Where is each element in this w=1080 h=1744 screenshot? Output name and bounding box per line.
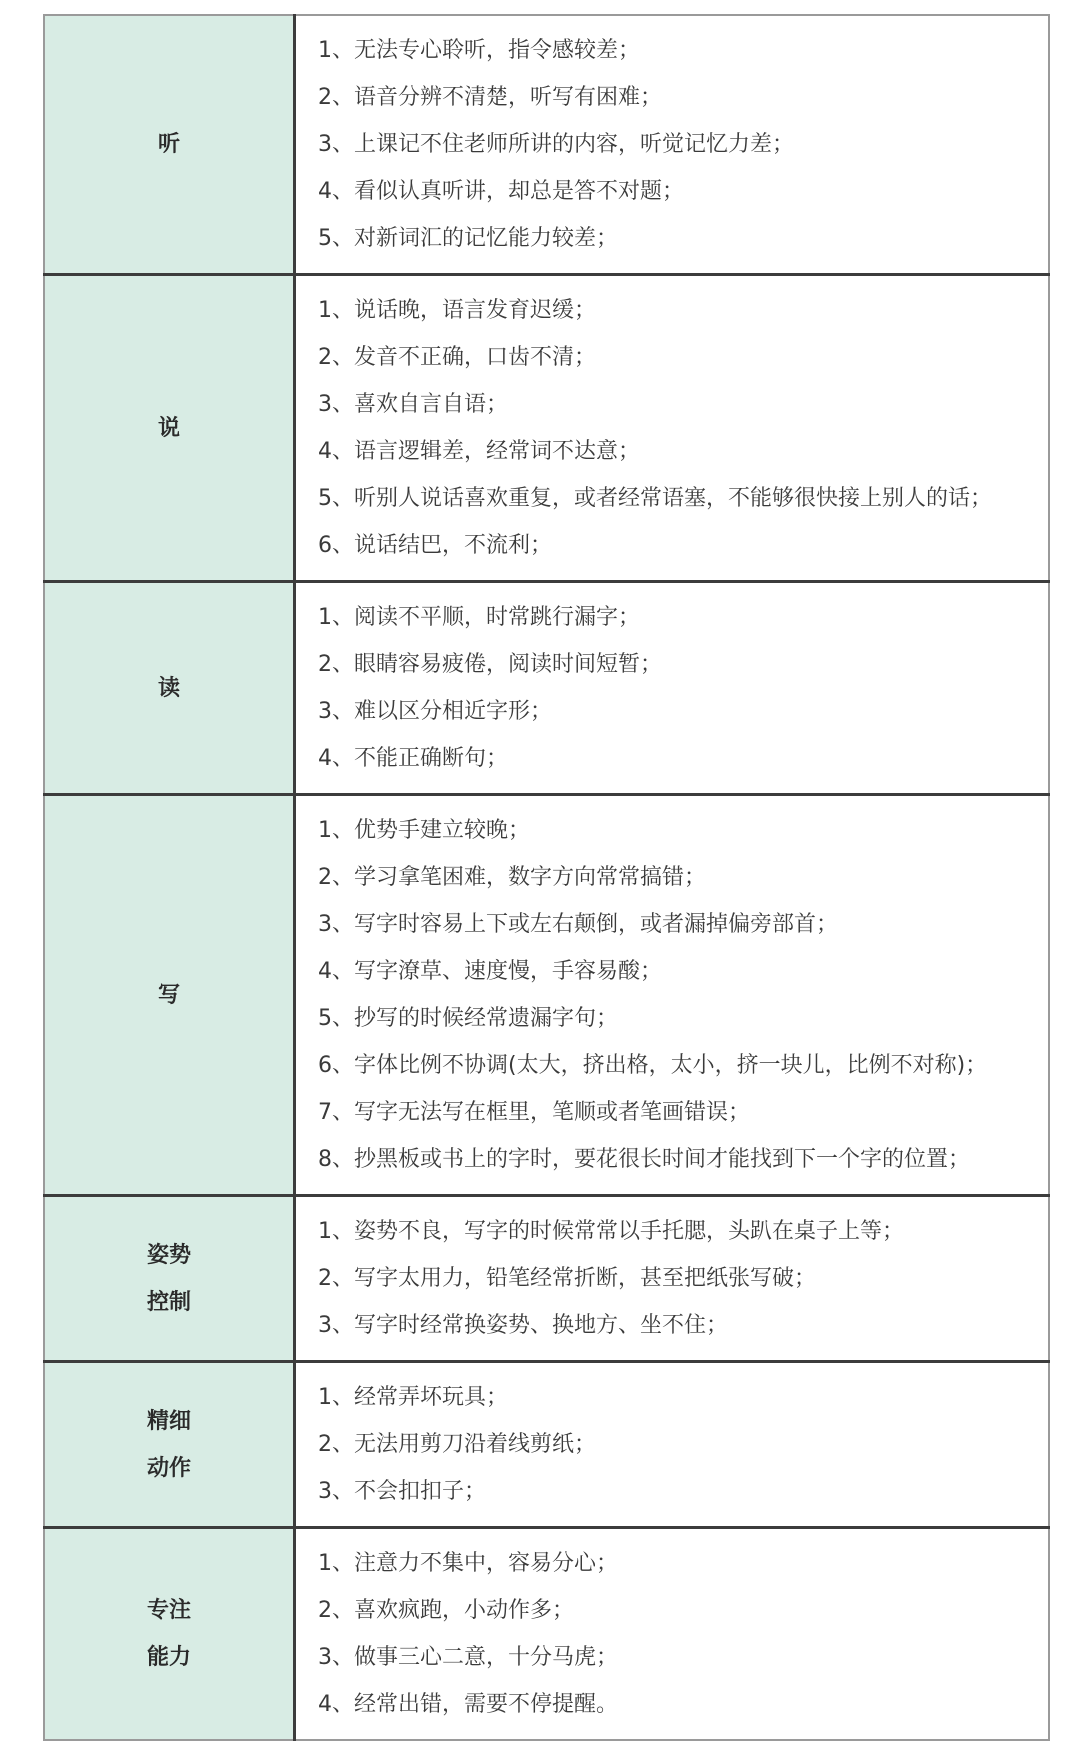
table-body (44, 15, 1049, 1740)
table-row (44, 795, 1049, 1196)
symptom-item: 2、无法用剪刀沿着线剪纸； (318, 1432, 596, 1457)
symptom-item: 1、姿势不良，写字的时候常常以手托腮，头趴在桌子上等； (318, 1219, 904, 1244)
symptom-item: 1、经常弄坏玩具； (318, 1385, 508, 1410)
table-row (44, 582, 1049, 795)
symptom-list-cell (295, 795, 1050, 1196)
category-cell (44, 275, 295, 582)
symptom-item: 3、不会扣扣子； (318, 1479, 486, 1504)
table-row (44, 15, 1049, 275)
symptom-item: 6、说话结巴，不流利； (318, 533, 552, 558)
table-row (44, 275, 1049, 582)
symptom-item: 4、语言逻辑差，经常词不达意； (318, 439, 640, 464)
symptom-item: 1、注意力不集中，容易分心； (318, 1551, 618, 1576)
category-label: 控制 (146, 1289, 191, 1315)
symptom-item: 2、学习拿笔困难，数字方向常常搞错； (318, 865, 706, 890)
symptom-item: 4、经常出错，需要不停提醒。 (318, 1692, 618, 1717)
symptom-item: 3、上课记不住老师所讲的内容，听觉记忆力差； (318, 132, 794, 157)
category-label: 专注 (146, 1598, 191, 1623)
symptom-item: 2、喜欢疯跑，小动作多； (318, 1598, 574, 1623)
symptom-item: 4、看似认真听讲，却总是答不对题； (318, 179, 684, 204)
category-cell (44, 582, 295, 795)
category-label: 动作 (146, 1455, 191, 1481)
symptom-item: 3、做事三心二意，十分马虎； (318, 1645, 618, 1670)
symptom-item: 7、写字无法写在框里，笔顺或者笔画错误； (318, 1100, 750, 1125)
category-cell (44, 15, 295, 275)
symptom-list-cell (295, 582, 1050, 795)
symptom-item: 3、写字时容易上下或左右颠倒，或者漏掉偏旁部首； (318, 912, 838, 937)
symptom-list-cell (295, 275, 1050, 582)
symptom-checklist-table (43, 14, 1050, 1741)
symptom-item: 4、写字潦草、速度慢，手容易酸； (318, 959, 662, 984)
symptom-item: 2、发音不正确，口齿不清； (318, 345, 596, 370)
category-cell (44, 1528, 295, 1741)
symptom-item: 2、语音分辨不清楚，听写有困难； (318, 85, 662, 110)
category-label: 说 (157, 415, 180, 441)
symptom-item: 8、抄黑板或书上的字时，要花很长时间才能找到下一个字的位置； (318, 1147, 970, 1172)
category-label: 精细 (146, 1408, 191, 1434)
symptom-item: 1、无法专心聆听，指令感较差； (318, 38, 640, 63)
category-label: 能力 (146, 1645, 191, 1670)
category-label: 听 (157, 132, 180, 157)
category-cell (44, 1196, 295, 1362)
symptom-item: 2、眼睛容易疲倦，阅读时间短暂； (318, 652, 662, 677)
symptom-item: 3、写字时经常换姿势、换地方、坐不住； (318, 1313, 728, 1338)
symptom-item: 1、说话晚，语言发育迟缓； (318, 298, 596, 323)
symptom-item: 3、难以区分相近字形； (318, 699, 552, 724)
symptom-list-cell (295, 15, 1050, 275)
symptom-item: 1、阅读不平顺，时常跳行漏字； (318, 605, 640, 630)
symptom-item: 2、写字太用力，铅笔经常折断，甚至把纸张写破； (318, 1266, 816, 1291)
table-row (44, 1196, 1049, 1362)
symptom-item: 1、优势手建立较晚； (318, 818, 530, 843)
category-label: 姿势 (146, 1242, 191, 1268)
symptom-item: 6、字体比例不协调(太大，挤出格，太小，挤一块儿，比例不对称)； (318, 1053, 988, 1078)
symptom-item: 3、喜欢自言自语； (318, 392, 508, 417)
category-cell (44, 1362, 295, 1528)
symptom-list-cell (295, 1196, 1050, 1362)
symptom-list-cell (295, 1528, 1050, 1741)
symptom-item: 4、不能正确断句； (318, 746, 508, 771)
category-cell (44, 795, 295, 1196)
symptom-item: 5、抄写的时候经常遗漏字句； (318, 1006, 618, 1031)
symptom-item: 5、对新词汇的记忆能力较差； (318, 226, 618, 251)
symptom-list-cell (295, 1362, 1050, 1528)
table-row (44, 1362, 1049, 1528)
category-label: 写 (157, 982, 180, 1008)
category-label: 读 (157, 675, 180, 701)
table-row (44, 1528, 1049, 1741)
symptom-item: 5、听别人说话喜欢重复，或者经常语塞，不能够很快接上别人的话； (318, 486, 992, 511)
